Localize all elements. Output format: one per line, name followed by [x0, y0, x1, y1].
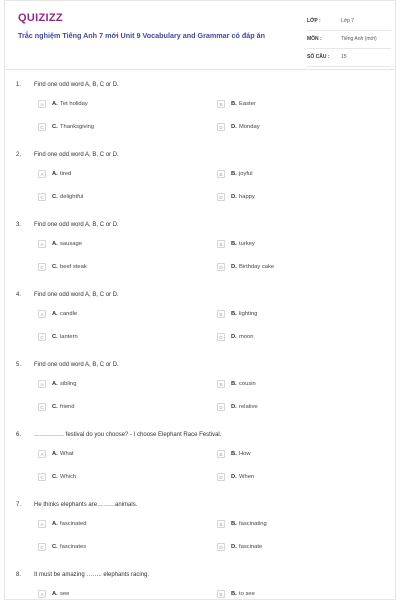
option-letter: A.: [52, 311, 58, 317]
option-b[interactable]: [217, 240, 367, 250]
option-letter: D.: [231, 334, 237, 340]
option-checkbox[interactable]: B: [217, 450, 225, 458]
option-a[interactable]: [38, 310, 188, 320]
meta-label: SỐ CÂU :: [307, 54, 330, 60]
question-text: He thinks elephants are………animals.: [34, 502, 138, 508]
option-letter: B.: [231, 521, 237, 527]
option-checkbox[interactable]: D: [217, 403, 225, 411]
meta-value: Tiếng Anh (mới): [341, 36, 377, 42]
option-a[interactable]: [38, 170, 188, 180]
meta-label: MÔN :: [307, 36, 322, 42]
option-b[interactable]: [217, 520, 367, 530]
option-letter: A.: [52, 171, 58, 177]
meta-value: 15: [341, 54, 347, 60]
option-text: sausage: [60, 241, 82, 247]
option-text: moon: [239, 334, 254, 340]
option-letter: C.: [52, 124, 58, 130]
question-number: 4.: [16, 292, 22, 298]
option-text: tired: [60, 171, 72, 177]
option-d[interactable]: [217, 333, 367, 343]
option-checkbox[interactable]: B: [217, 100, 225, 108]
option-letter: A.: [52, 241, 58, 247]
option-checkbox[interactable]: A: [38, 520, 46, 528]
option-letter: B.: [231, 451, 237, 457]
option-d[interactable]: [217, 543, 367, 553]
option-checkbox[interactable]: B: [217, 240, 225, 248]
option-checkbox[interactable]: C: [38, 543, 46, 551]
option-letter: A.: [52, 381, 58, 387]
question-2: [5, 145, 395, 215]
option-text: Thanksgiving: [60, 124, 95, 130]
option-checkbox[interactable]: D: [217, 543, 225, 551]
question-7: [5, 495, 395, 565]
question-number: 7.: [16, 502, 22, 508]
option-letter: B.: [231, 101, 237, 107]
option-letter: C.: [52, 404, 58, 410]
option-checkbox[interactable]: C: [38, 263, 46, 271]
question-number: 3.: [16, 222, 22, 228]
option-letter: B.: [231, 381, 237, 387]
question-text: Find one odd word A, B, C or D.: [34, 82, 119, 88]
option-letter: D.: [231, 404, 237, 410]
option-text: Monday: [239, 124, 260, 130]
option-b[interactable]: [217, 590, 367, 600]
question-3: [5, 215, 395, 285]
option-letter: B.: [231, 171, 237, 177]
worksheet-page: [4, 0, 396, 600]
option-checkbox[interactable]: D: [217, 333, 225, 341]
option-checkbox[interactable]: B: [217, 380, 225, 388]
option-d[interactable]: [217, 123, 367, 133]
option-checkbox[interactable]: B: [217, 590, 225, 598]
question-4: [5, 285, 395, 355]
option-c[interactable]: [38, 403, 188, 413]
option-text: turkey: [239, 241, 255, 247]
option-letter: A.: [52, 101, 58, 107]
meta-row-question-count: [307, 50, 391, 67]
meta-label: LỚP :: [307, 18, 321, 24]
question-list: [5, 75, 395, 600]
option-letter: D.: [231, 124, 237, 130]
question-number: 5.: [16, 362, 22, 368]
option-d[interactable]: [217, 403, 367, 413]
option-text: What: [60, 451, 74, 457]
option-letter: A.: [52, 451, 58, 457]
option-text: fascinate: [239, 544, 263, 550]
option-letter: D.: [231, 474, 237, 480]
option-checkbox[interactable]: D: [217, 193, 225, 201]
question-text: Find one odd word A, B, C or D.: [34, 362, 119, 368]
option-text: fascinates: [60, 544, 87, 550]
option-a[interactable]: [38, 240, 188, 250]
quizizz-logo: QUIZIZZ: [18, 12, 63, 24]
option-letter: D.: [231, 264, 237, 270]
option-checkbox[interactable]: A: [38, 590, 46, 598]
option-checkbox[interactable]: D: [217, 123, 225, 131]
option-text: to see: [239, 591, 255, 597]
option-checkbox[interactable]: A: [38, 310, 46, 318]
question-text: Find one odd word A, B, C or D.: [34, 292, 119, 298]
option-checkbox[interactable]: C: [38, 403, 46, 411]
option-b[interactable]: [217, 450, 367, 460]
option-checkbox[interactable]: C: [38, 193, 46, 201]
option-c[interactable]: [38, 473, 188, 483]
option-text: fascinating: [239, 521, 267, 527]
option-text: candle: [60, 311, 78, 317]
option-text: When: [239, 474, 255, 480]
option-text: friend: [60, 404, 75, 410]
option-checkbox[interactable]: B: [217, 310, 225, 318]
option-text: lantern: [60, 334, 78, 340]
option-b[interactable]: [217, 380, 367, 390]
option-d[interactable]: [217, 263, 367, 273]
question-number: 8.: [16, 572, 22, 578]
option-text: happy: [239, 194, 255, 200]
meta-row-subject: [307, 32, 391, 49]
option-letter: B.: [231, 241, 237, 247]
option-a[interactable]: [38, 450, 188, 460]
option-text: relative: [239, 404, 258, 410]
option-checkbox[interactable]: A: [38, 240, 46, 248]
option-text: Which: [60, 474, 77, 480]
option-a[interactable]: [38, 520, 188, 530]
question-text: Find one odd word A, B, C or D.: [34, 152, 119, 158]
meta-row-class: [307, 14, 391, 31]
option-text: delightful: [60, 194, 84, 200]
question-8: [5, 565, 395, 600]
option-b[interactable]: [217, 310, 367, 320]
option-checkbox[interactable]: B: [217, 520, 225, 528]
option-checkbox[interactable]: A: [38, 170, 46, 178]
option-checkbox[interactable]: B: [217, 170, 225, 178]
worksheet-meta: [307, 14, 391, 68]
option-letter: A.: [52, 521, 58, 527]
option-text: cousin: [239, 381, 256, 387]
option-letter: D.: [231, 544, 237, 550]
option-d[interactable]: [217, 193, 367, 203]
option-checkbox[interactable]: C: [38, 123, 46, 131]
option-text: sibling: [60, 381, 77, 387]
option-b[interactable]: [217, 170, 367, 180]
question-1: [5, 75, 395, 145]
option-text: beef steak: [60, 264, 87, 270]
option-c[interactable]: [38, 333, 188, 343]
option-text: Birthday cake: [239, 264, 275, 270]
option-b[interactable]: [217, 100, 367, 110]
option-checkbox[interactable]: A: [38, 380, 46, 388]
option-text: fascinated: [60, 521, 87, 527]
option-letter: A.: [52, 591, 58, 597]
question-6: [5, 425, 395, 495]
option-checkbox[interactable]: D: [217, 473, 225, 481]
option-c[interactable]: [38, 543, 188, 553]
option-letter: C.: [52, 194, 58, 200]
option-letter: C.: [52, 264, 58, 270]
option-a[interactable]: [38, 100, 188, 110]
option-text: Tet holiday: [60, 101, 88, 107]
option-letter: C.: [52, 474, 58, 480]
option-letter: C.: [52, 544, 58, 550]
meta-value: Lớp 7: [341, 18, 355, 24]
question-text: Find one odd word A, B, C or D.: [34, 222, 119, 228]
question-number: 2.: [16, 152, 22, 158]
option-c[interactable]: [38, 193, 188, 203]
worksheet-title: Trắc nghiệm Tiếng Anh 7 mới Unit 9 Vocabulary and Grammar có đáp án: [18, 31, 266, 40]
option-letter: B.: [231, 591, 237, 597]
option-text: see: [60, 591, 70, 597]
option-text: joyful: [239, 171, 253, 177]
question-number: 1.: [16, 82, 22, 88]
option-text: lighting: [239, 311, 258, 317]
question-text: It must be amazing …….. elephants racing.: [34, 572, 150, 578]
option-a[interactable]: [38, 590, 188, 600]
question-number: 6.: [16, 432, 22, 438]
option-checkbox[interactable]: C: [38, 473, 46, 481]
option-c[interactable]: [38, 263, 188, 273]
option-letter: D.: [231, 194, 237, 200]
option-text: How: [239, 451, 251, 457]
option-letter: B.: [231, 311, 237, 317]
option-checkbox[interactable]: C: [38, 333, 46, 341]
option-a[interactable]: [38, 380, 188, 390]
option-checkbox[interactable]: A: [38, 100, 46, 108]
option-d[interactable]: [217, 473, 367, 483]
option-c[interactable]: [38, 123, 188, 133]
option-text: Easter: [239, 101, 256, 107]
worksheet-header: [5, 1, 395, 70]
option-letter: C.: [52, 334, 58, 340]
option-checkbox[interactable]: D: [217, 263, 225, 271]
option-checkbox[interactable]: A: [38, 450, 46, 458]
question-text: …………… festival do you choose? - I choose Elephant Race Festival.: [34, 432, 222, 438]
question-5: [5, 355, 395, 425]
